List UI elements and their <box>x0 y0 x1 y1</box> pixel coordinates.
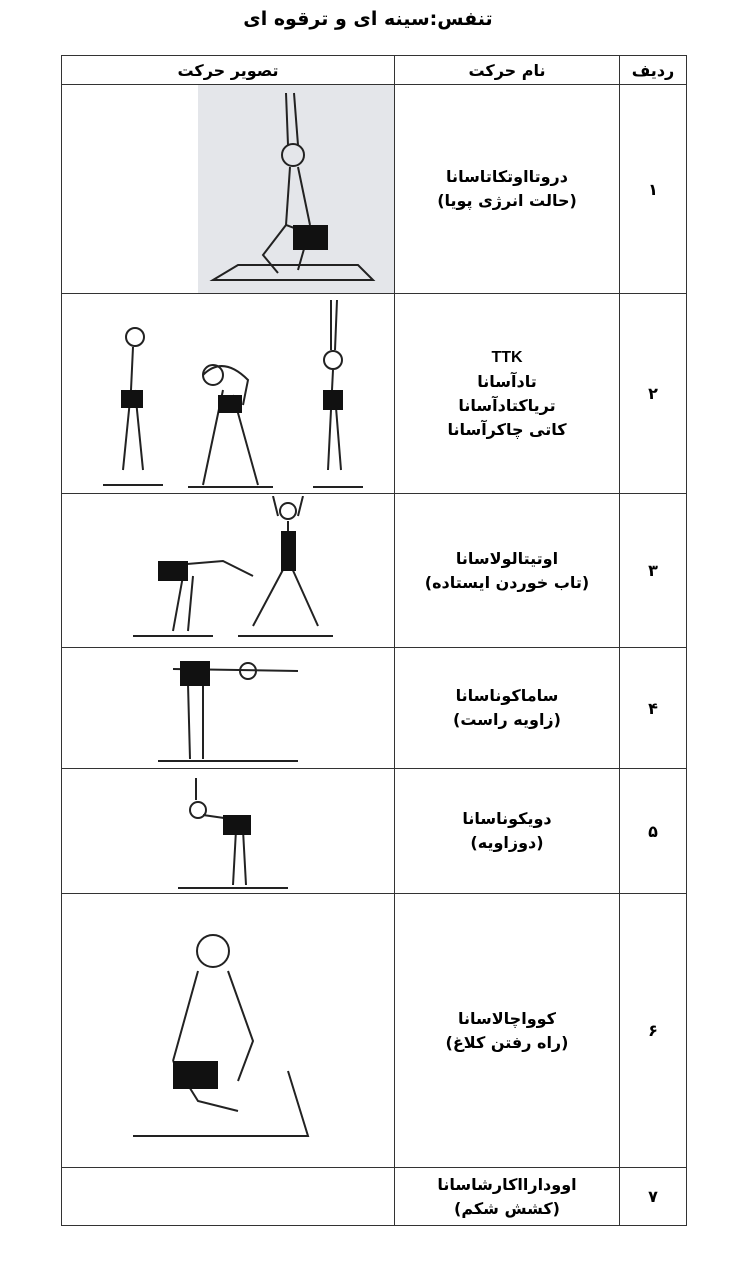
table-row <box>62 1168 687 1226</box>
squat-arms-raised-figure <box>198 85 394 293</box>
exercise-image <box>62 294 395 494</box>
crow-walk-figure <box>128 901 328 1161</box>
row-number: ۲ <box>620 294 687 494</box>
header-image: تصویر حرکت <box>62 56 395 85</box>
name-line: تادآسانا <box>477 371 537 391</box>
table-row <box>62 769 687 894</box>
exercise-image <box>62 85 395 294</box>
name-line: (حالت انرژی پویا) <box>437 191 577 210</box>
exercise-image <box>62 494 395 648</box>
name-line: (تاب خوردن ایستاده) <box>424 572 590 592</box>
exercise-name <box>395 894 620 1168</box>
name-line: کاتی چاکرآسانا <box>447 419 567 439</box>
name-line: (کشش شکم) <box>454 1198 560 1218</box>
row-number: ۶ <box>620 894 687 1168</box>
name-line: (دوزاویه) <box>470 833 544 852</box>
right-angle-bend-figure <box>128 649 328 767</box>
exercise-image <box>62 648 395 769</box>
exercise-name <box>395 648 620 769</box>
exercise-name <box>395 1168 620 1226</box>
table-row <box>62 494 687 648</box>
table-header-row <box>62 56 687 85</box>
row-number: ۳ <box>620 494 687 648</box>
exercise-name <box>395 769 620 894</box>
name-line: (راه رفتن کلاغ) <box>445 1032 569 1052</box>
three-standing-figures <box>73 295 383 493</box>
name-line: کوواچالاسانا <box>458 1008 556 1028</box>
name-line: اوتیتالولاسانا <box>455 548 559 568</box>
exercise-image-empty <box>62 1168 395 1226</box>
header-row-number: ردیف <box>620 56 687 85</box>
exercise-image <box>62 769 395 894</box>
exercise-name <box>395 494 620 648</box>
exercise-name <box>395 85 620 294</box>
name-line: ساماکوناسانا <box>455 686 559 705</box>
name-line: TTK <box>491 348 523 366</box>
row-number: ۴ <box>620 648 687 769</box>
name-line: دروتااوتکاتاسانا <box>446 167 568 186</box>
header-name: نام حرکت <box>395 56 620 85</box>
row-number: ۵ <box>620 769 687 894</box>
row-number: ۱ <box>620 85 687 294</box>
exercise-image <box>62 894 395 1168</box>
name-line: تریاکتادآسانا <box>458 395 556 415</box>
table-row <box>62 648 687 769</box>
exercise-name <box>395 294 620 494</box>
exercise-table <box>61 55 687 1226</box>
page-title: تنفس:سینه ای و ترقوه ای <box>243 8 493 30</box>
name-line: (زاویه راست) <box>453 710 561 729</box>
table-row <box>62 894 687 1168</box>
double-angle-figure <box>148 770 308 892</box>
table-row <box>62 85 687 294</box>
name-line: اوودارااکارشاسانا <box>437 1174 577 1194</box>
standing-swing-figures <box>103 496 353 646</box>
table-row <box>62 294 687 494</box>
name-line: دویکوناسانا <box>462 809 552 828</box>
row-number: ۷ <box>620 1168 687 1226</box>
